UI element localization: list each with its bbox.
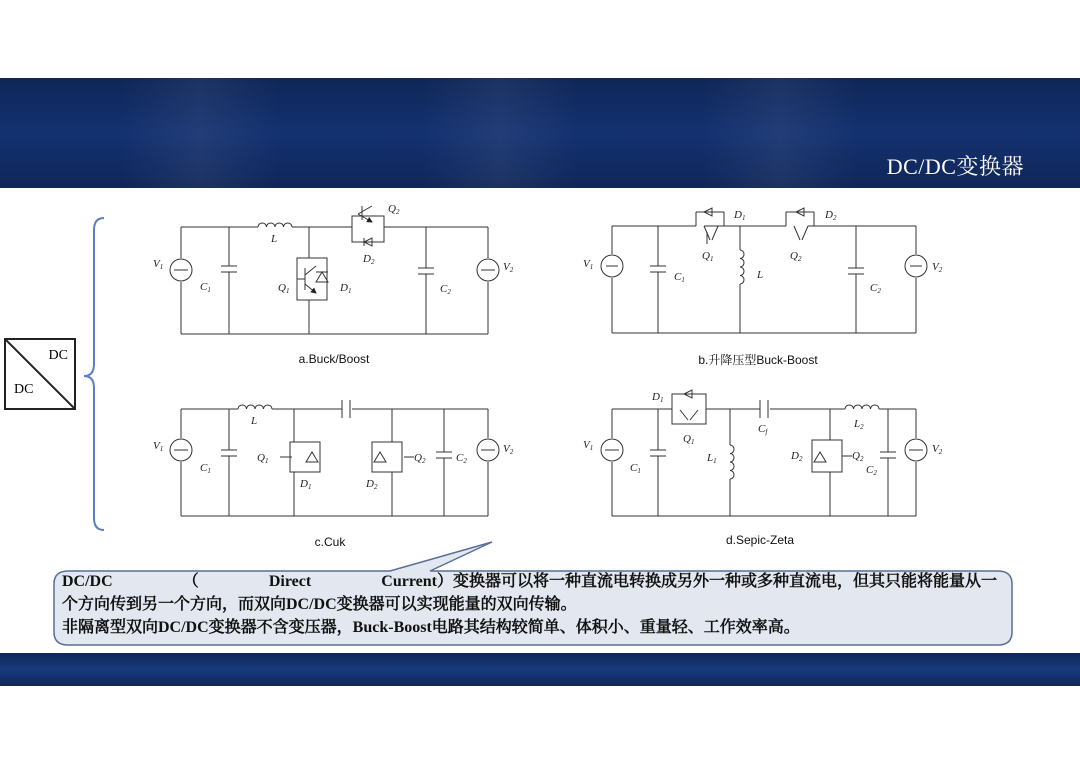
label-d-Cf: Cf [758,423,768,436]
dc-label-top: DC [48,348,68,363]
page-title: DC/DC变换器 [886,154,1024,179]
label-a-Q1: Q1 [278,282,290,295]
label-c-L: L [251,415,258,427]
diagram-buck-boost [170,206,499,334]
label-c-C1: C1 [200,462,211,475]
label-c-D1: D1 [300,478,312,491]
label-c-Q1: Q1 [257,452,269,465]
caption-d: d.Sepic-Zeta [725,533,795,547]
label-a-Q2: Q2 [388,203,400,216]
diagram-cuk [170,400,499,516]
label-d-C1: C1 [630,462,641,475]
label-c-Q2: Q2 [414,452,426,465]
callout-line-2: 个方向传到另一个方向，而双向DC/DC变换器可以实现能量的双向传输。 [62,596,577,613]
label-b-C2: C2 [870,282,881,295]
callout-line-3: 非隔离型双向DC/DC变换器不含变压器，Buck-Boost电路其结构较简单、体积小、重量轻、工作效率高。 [62,619,800,636]
label-a-D1: D1 [340,282,352,295]
label-b-D2: D2 [825,209,837,222]
label-d-Q2: Q2 [852,450,864,463]
label-b-V1: V1 [583,258,594,271]
label-d-V2: V2 [932,443,943,456]
diagram-buck-boost-bidirectional [601,208,927,333]
label-d-Q1: Q1 [683,433,695,446]
diagram-sepic-zeta [601,390,927,516]
label-d-C2: C2 [866,464,877,477]
label-a-D2: D2 [363,253,375,266]
label-b-V2: V2 [932,261,943,274]
label-a-L: L [271,233,278,245]
label-a-C2: C2 [440,283,451,296]
label-c-V1: V1 [153,440,164,453]
callout-line-1: DC/DC （ Direct Current）变换器可以将一种直流电转换成另外一种或多种直流电，但其只能将能量从一 [62,573,997,590]
dc-dc-symbol [4,338,76,410]
label-b-L: L [757,269,764,281]
label-b-Q1: Q1 [702,250,714,263]
label-c-V2: V2 [503,443,514,456]
label-c-C2: C2 [456,452,467,465]
label-d-V1: V1 [583,439,594,452]
label-a-C1: C1 [200,281,211,294]
label-d-L1: L1 [707,452,717,465]
caption-c: c.Cuk [314,535,346,549]
label-d-L2: L2 [854,418,864,431]
label-a-V1: V1 [153,258,164,271]
label-b-Q2: Q2 [790,250,802,263]
label-d-D2: D2 [791,450,803,463]
label-b-D1: D1 [734,209,746,222]
bracket [84,218,104,530]
label-b-C1: C1 [674,271,685,284]
caption-a: a.Buck/Boost [298,352,370,366]
label-a-V2: V2 [503,261,514,274]
label-c-D2: D2 [366,478,378,491]
callout-text [62,570,997,639]
caption-b: b.升降压型Buck-Boost [698,353,818,367]
dc-label-bottom: DC [14,382,34,397]
label-d-D1: D1 [652,391,664,404]
